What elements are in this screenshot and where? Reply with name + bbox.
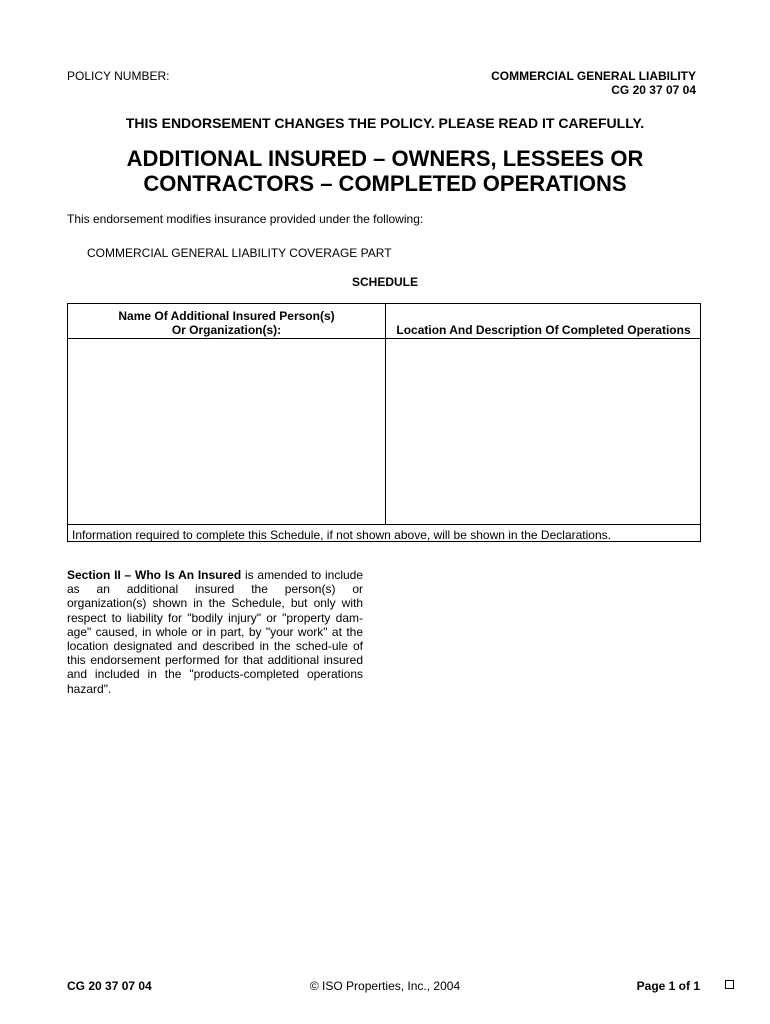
section-ii-paragraph xyxy=(67,568,363,696)
form-line-1: COMMERCIAL GENERAL LIABILITY xyxy=(491,69,696,83)
column-header-name xyxy=(68,309,385,337)
page-title xyxy=(0,146,770,196)
form-identifier xyxy=(420,69,696,97)
policy-number-label: POLICY NUMBER: xyxy=(67,69,170,83)
section-ii-body: is amended to include as an additional insured the person(s) or organization(s) shown in the Schedule, but only with respect to liability for "bodily injury" or "property dam-age" caused, in whole or in part, by "your work" at the location designated and described in the sched-ule of this endorsement performed for that additional insured and included in the "products-completed operations hazard". xyxy=(67,568,364,696)
coverage-part: COMMERCIAL GENERAL LIABILITY COVERAGE PART xyxy=(87,246,392,260)
footer-divider xyxy=(68,524,700,525)
title-line-2: CONTRACTORS – COMPLETED OPERATIONS xyxy=(143,171,627,196)
column-header-name-line-1: Name Of Additional Insured Person(s) xyxy=(118,309,335,323)
form-line-2: CG 20 37 07 04 xyxy=(611,83,696,97)
endorsement-notice: THIS ENDORSEMENT CHANGES THE POLICY. PLEASE READ IT CAREFULLY. xyxy=(125,115,645,131)
schedule-table xyxy=(67,303,701,542)
title-line-1: ADDITIONAL INSURED – OWNERS, LESSEES OR xyxy=(126,146,644,171)
section-ii-lead: Section II – Who Is An Insured xyxy=(67,568,242,582)
footer-page-number: Page 1 of 1 xyxy=(636,979,700,993)
footer-form-number: CG 20 37 07 04 xyxy=(67,979,152,993)
schedule-heading: SCHEDULE xyxy=(351,275,418,289)
column-header-location: Location And Description Of Completed Operations xyxy=(396,323,691,337)
schedule-note: Information required to complete this Schedule, if not shown above, will be shown in the Declarations. xyxy=(72,528,611,542)
column-header-name-line-2: Or Organization(s): xyxy=(171,323,282,337)
modifies-text: This endorsement modifies insurance provided under the following: xyxy=(67,212,424,226)
square-icon xyxy=(725,980,734,989)
footer-copyright: © ISO Properties, Inc., 2004 xyxy=(309,979,461,993)
additional-insured-name-cell[interactable] xyxy=(68,339,385,524)
completed-operations-location-cell[interactable] xyxy=(386,339,701,524)
